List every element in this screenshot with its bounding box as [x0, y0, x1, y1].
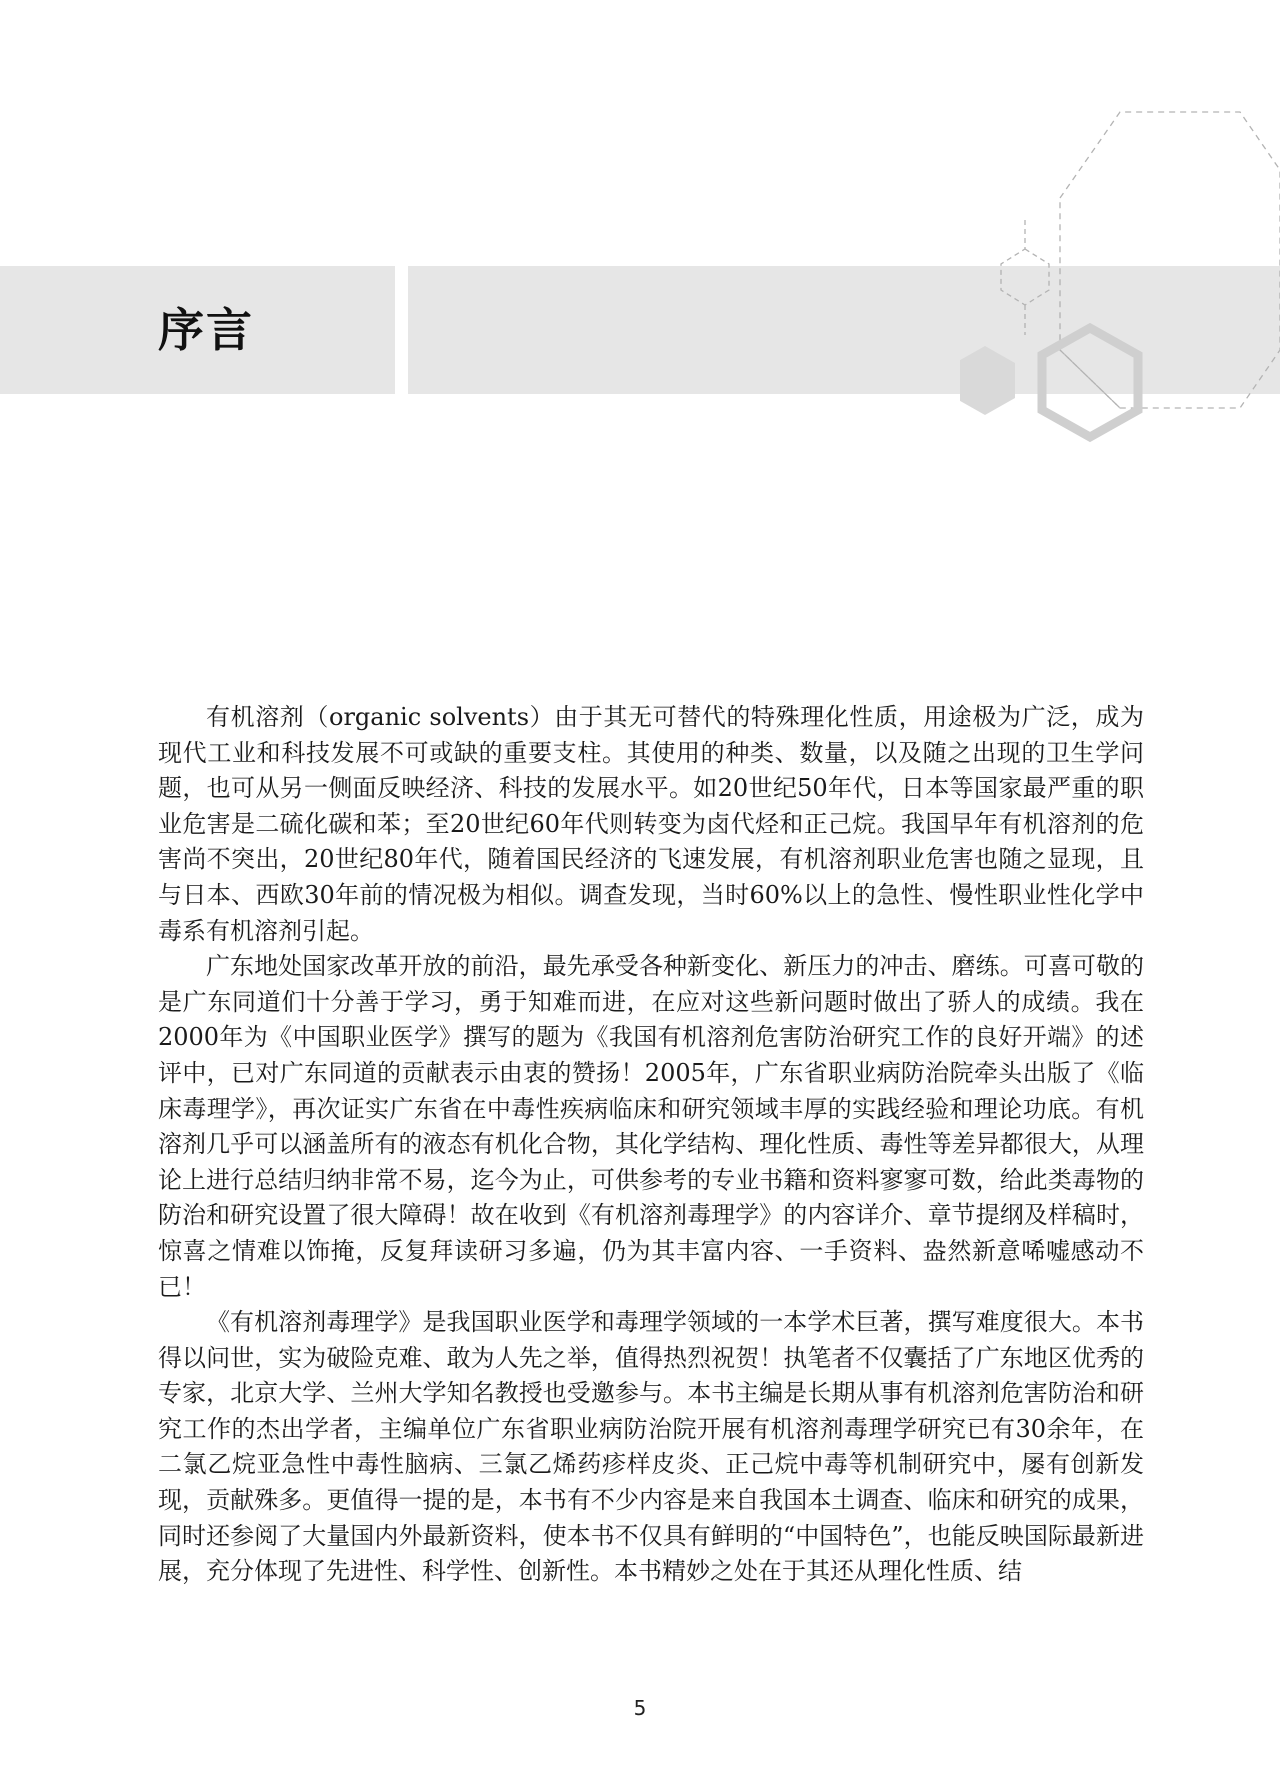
page-title: 序言	[158, 303, 254, 357]
dashed-hexagon-large	[1060, 112, 1280, 408]
outline-hexagon	[1042, 328, 1138, 437]
page-number: 5	[633, 1696, 647, 1720]
paragraph-1: 有机溶剂（organic solvents）由于其无可替代的特殊理化性质，用途极为广泛，成为现代工业和科技发展不可或缺的重要支柱。其使用的种类、数量，以及随之出现的卫生学问题，也可从另一侧面反映经济、科技的发展水平。如20世纪50年代，日本等国家最严重的职业危害是二硫化碳和苯；至20世纪60年代则转变为卤代烃和正己烷。我国早年有机溶剂的危害尚不突出，20世纪80年代，随着国民经济的飞速发展，有机溶剂职业危害也随之显现，且与日本、西欧30年前的情况极为相似。调查发现，当时60%以上的急性、慢性职业性化学中毒系有机溶剂引起。	[158, 703, 1144, 945]
solid-hexagon	[960, 346, 1015, 415]
hexagon-decoration	[960, 110, 1280, 470]
paragraph-3: 《有机溶剂毒理学》是我国职业医学和毒理学领域的一本学术巨著，撰写难度很大。本书得以问世，实为破险克难、敢为人先之举，值得热烈祝贺！执笔者不仅囊括了广东地区优秀的专家，北京大学、兰州大学知名教授也受邀参与。本书主编是长期从事有机溶剂危害防治和研究工作的杰出学者，主编单位广东省职业病防治院开展有机溶剂毒理学研究已有30余年，在二氯乙烷亚急性中毒性脑病、三氯乙烯药疹样皮炎、正己烷中毒等机制研究中，屡有创新发现，贡献殊多。更值得一提的是，本书有不少内容是来自我国本土调查、临床和研究的成果，同时还参阅了大量国内外最新资料，使本书不仅具有鲜明的“中国特色”，也能反映国际最新进展，充分体现了先进性、科学性、创新性。本书精妙之处在于其还从理化性质、结	[158, 1308, 1144, 1586]
dashed-hexagon-small	[1001, 249, 1049, 305]
body-text	[158, 700, 1144, 1590]
paragraph-2: 广东地处国家改革开放的前沿，最先承受各种新变化、新压力的冲击、磨练。可喜可敬的是广东同道们十分善于学习，勇于知难而进，在应对这些新问题时做出了骄人的成绩。我在2000年为《中国职业医学》撰写的题为《我国有机溶剂危害防治研究工作的良好开端》的述评中，已对广东同道的贡献表示由衷的赞扬！2005年，广东省职业病防治院牵头出版了《临床毒理学》，再次证实广东省在中毒性疾病临床和研究领域丰厚的实践经验和理论功底。有机溶剂几乎可以涵盖所有的液态有机化合物，其化学结构、理化性质、毒性等差异都很大，从理论上进行总结归纳非常不易，迄今为止，可供参考的专业书籍和资料寥寥可数，给此类毒物的防治和研究设置了很大障碍！故在收到《有机溶剂毒理学》的内容详介、章节提纲及样稿时，惊喜之情难以饰掩，反复拜读研习多遍，仍为其丰富内容、一手资料、盎然新意唏嘘感动不已！	[158, 952, 1144, 1301]
